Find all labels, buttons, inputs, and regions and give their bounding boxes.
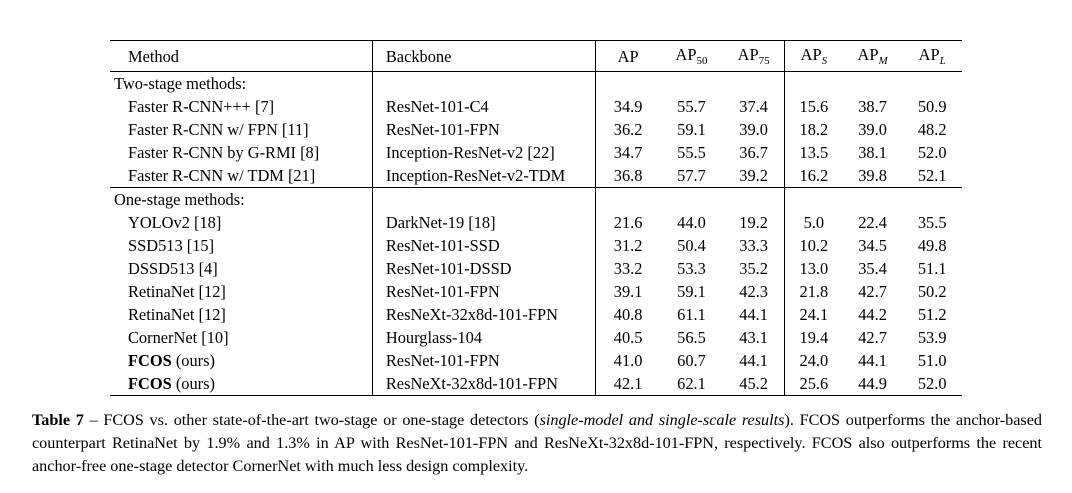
table-row	[110, 257, 962, 280]
cell-ap: 40.5	[596, 326, 660, 349]
cell-ap75: 35.2	[739, 259, 768, 278]
table-row	[110, 349, 962, 372]
cell-ap75: 44.1	[739, 351, 768, 370]
cell-ap75: 19.2	[739, 213, 768, 232]
cell-apm: 34.5	[858, 236, 887, 255]
cell-aps: 16.2	[785, 164, 843, 188]
results-table	[110, 40, 962, 396]
cell-ap: 39.1	[596, 280, 660, 303]
header-aps-base: AP	[800, 45, 822, 64]
section-spacer	[902, 72, 962, 96]
section-title: One-stage methods:	[110, 188, 372, 212]
cell-aps: 15.6	[785, 95, 843, 118]
cell-backbone: DarkNet-19 [18]	[372, 211, 596, 234]
cell-ap: 36.2	[596, 118, 660, 141]
table-row	[110, 326, 962, 349]
cell-apl: 48.2	[917, 120, 947, 139]
cell-apm: 42.7	[858, 328, 887, 347]
cell-ap: 34.7	[596, 141, 660, 164]
section-spacer	[660, 72, 724, 96]
header-backbone: Backbone	[372, 41, 596, 72]
cell-ap50: 57.7	[677, 166, 706, 185]
cell-aps: 25.6	[785, 372, 843, 396]
header-method: Method	[110, 41, 372, 72]
cell-ap: 33.2	[596, 257, 660, 280]
cell-apl: 49.8	[917, 236, 947, 255]
cell-ap: 31.2	[596, 234, 660, 257]
cell-ap: 36.8	[596, 164, 660, 188]
cell-apl: 35.5	[917, 213, 947, 232]
cell-method	[110, 372, 372, 396]
section-spacer	[596, 188, 660, 212]
header-ap50	[660, 41, 724, 72]
cell-apm: 22.4	[858, 213, 887, 232]
section-spacer	[372, 72, 596, 96]
cell-backbone: ResNet-101-SSD	[372, 234, 596, 257]
header-row	[110, 41, 962, 72]
header-ap: AP	[596, 41, 660, 72]
section-spacer	[902, 188, 962, 212]
header-ap75-base: AP	[737, 45, 759, 64]
cell-apm: 35.4	[858, 259, 887, 278]
cell-aps: 13.0	[785, 257, 843, 280]
header-apl-sub: L	[939, 55, 946, 67]
section-spacer	[843, 188, 903, 212]
cell-aps: 10.2	[785, 234, 843, 257]
header-ap75-sub: 75	[758, 55, 770, 67]
cell-apm: 39.8	[858, 166, 887, 185]
cell-ap: 34.9	[596, 95, 660, 118]
section-spacer	[843, 72, 903, 96]
section-spacer	[785, 188, 843, 212]
cell-ap75: 37.4	[739, 97, 768, 116]
cell-apm: 42.7	[858, 282, 887, 301]
cell-apm: 44.2	[858, 305, 887, 324]
cell-ap50: 59.1	[677, 282, 706, 301]
caption-italic: single-model and single-scale results	[539, 411, 785, 429]
cell-backbone: Inception-ResNet-v2 [22]	[372, 141, 596, 164]
cell-backbone: ResNet-101-FPN	[372, 349, 596, 372]
cell-ap75: 45.2	[723, 372, 784, 396]
cell-apl: 51.1	[917, 259, 947, 278]
cell-method: SSD513 [15]	[128, 236, 215, 255]
cell-ap50: 60.7	[677, 351, 706, 370]
caption-text-1: – FCOS vs. other state-of-the-art two-stage or one-stage detectors (	[83, 411, 540, 429]
cell-ap75: 33.3	[739, 236, 768, 255]
table-caption	[32, 409, 1042, 478]
cell-ap50: 59.1	[677, 120, 706, 139]
header-apl-base: AP	[918, 45, 940, 64]
cell-apm: 38.7	[858, 97, 887, 116]
cell-method: Faster R-CNN+++ [7]	[128, 97, 275, 116]
cell-aps: 24.1	[785, 303, 843, 326]
header-aps	[785, 41, 843, 72]
cell-ap75: 44.1	[739, 305, 768, 324]
cell-method: RetinaNet [12]	[128, 282, 226, 301]
cell-ap: 41.0	[596, 349, 660, 372]
section-title: Two-stage methods:	[110, 72, 372, 96]
method-name-bold: FCOS	[128, 351, 172, 370]
caption-text-2: ). FCOS outperforms the anchor-based counterpart RetinaNet by 1.9% and 1.3% in AP with ResNet-101-FPN and ResNeXt-32x8d-101-FPN, respectively. FCOS also outperforms the recent anchor-free one-stage detector CornerNet with much less design complexity.	[32, 411, 1043, 475]
cell-apl: 53.9	[917, 328, 947, 347]
cell-apl: 50.9	[917, 97, 947, 116]
cell-backbone: ResNeXt-32x8d-101-FPN	[372, 372, 596, 396]
table-row	[110, 141, 962, 164]
cell-aps: 24.0	[785, 349, 843, 372]
section-spacer	[372, 188, 596, 212]
cell-ap75: 42.3	[739, 282, 768, 301]
cell-apl: 52.0	[902, 372, 962, 396]
table-row	[110, 372, 962, 396]
cell-apl: 52.0	[917, 143, 947, 162]
table-row	[110, 211, 962, 234]
cell-ap50: 53.3	[677, 259, 706, 278]
header-ap75	[723, 41, 784, 72]
cell-apm: 44.1	[858, 351, 887, 370]
cell-apl: 51.2	[917, 305, 947, 324]
cell-aps: 18.2	[785, 118, 843, 141]
cell-ap50: 55.5	[677, 143, 706, 162]
cell-aps: 13.5	[785, 141, 843, 164]
cell-apl: 52.1	[917, 166, 947, 185]
cell-ap: 42.1	[596, 372, 660, 396]
header-ap50-sub: 50	[696, 55, 708, 67]
cell-ap: 40.8	[596, 303, 660, 326]
section-spacer	[785, 72, 843, 96]
cell-ap: 21.6	[596, 211, 660, 234]
cell-apl: 50.2	[917, 282, 947, 301]
cell-method: YOLOv2 [18]	[128, 213, 222, 232]
table-body	[110, 72, 962, 396]
cell-method: Faster R-CNN by G-RMI [8]	[128, 143, 320, 162]
cell-ap75: 39.2	[739, 166, 768, 185]
table-row	[110, 95, 962, 118]
header-aps-sub: S	[821, 55, 828, 67]
table-row	[110, 164, 962, 188]
cell-backbone: ResNet-101-C4	[372, 95, 596, 118]
cell-ap50: 62.1	[660, 372, 724, 396]
cell-ap50: 56.5	[677, 328, 706, 347]
method-name-suffix: (ours)	[171, 374, 215, 393]
cell-ap75: 43.1	[739, 328, 768, 347]
header-apm-base: AP	[857, 45, 879, 64]
cell-ap50: 44.0	[677, 213, 706, 232]
header-apm-sub: M	[878, 55, 888, 67]
section-spacer	[723, 188, 784, 212]
cell-apm: 44.9	[843, 372, 903, 396]
section-spacer	[596, 72, 660, 96]
cell-ap50: 55.7	[677, 97, 706, 116]
cell-ap50: 61.1	[677, 305, 706, 324]
cell-method: CornerNet [10]	[128, 328, 229, 347]
cell-method: RetinaNet [12]	[128, 305, 226, 324]
table-row	[110, 303, 962, 326]
cell-backbone: Inception-ResNet-v2-TDM	[372, 164, 596, 188]
header-apl	[902, 41, 962, 72]
cell-backbone: ResNet-101-FPN	[372, 280, 596, 303]
cell-backbone: ResNeXt-32x8d-101-FPN	[372, 303, 596, 326]
header-apm	[843, 41, 903, 72]
table-row	[110, 280, 962, 303]
header-ap50-base: AP	[675, 45, 697, 64]
cell-apm: 39.0	[858, 120, 887, 139]
cell-method: DSSD513 [4]	[128, 259, 218, 278]
cell-ap50: 50.4	[677, 236, 706, 255]
section-spacer	[660, 188, 724, 212]
method-name-bold: FCOS	[128, 374, 172, 393]
cell-ap75: 36.7	[739, 143, 768, 162]
cell-backbone: ResNet-101-DSSD	[372, 257, 596, 280]
cell-backbone: Hourglass-104	[372, 326, 596, 349]
section-spacer	[723, 72, 784, 96]
cell-method: Faster R-CNN w/ FPN [11]	[128, 120, 309, 139]
cell-method	[110, 349, 372, 372]
caption-label: Table 7	[32, 411, 84, 429]
section-header-row	[110, 72, 962, 96]
cell-ap75: 39.0	[739, 120, 768, 139]
cell-method: Faster R-CNN w/ TDM [21]	[128, 166, 316, 185]
section-header-row	[110, 188, 962, 212]
cell-aps: 19.4	[785, 326, 843, 349]
table-row	[110, 118, 962, 141]
table-row	[110, 234, 962, 257]
method-name-suffix: (ours)	[171, 351, 215, 370]
cell-backbone: ResNet-101-FPN	[372, 118, 596, 141]
cell-aps: 21.8	[785, 280, 843, 303]
cell-aps: 5.0	[785, 211, 843, 234]
cell-apl: 51.0	[917, 351, 947, 370]
cell-apm: 38.1	[858, 143, 887, 162]
